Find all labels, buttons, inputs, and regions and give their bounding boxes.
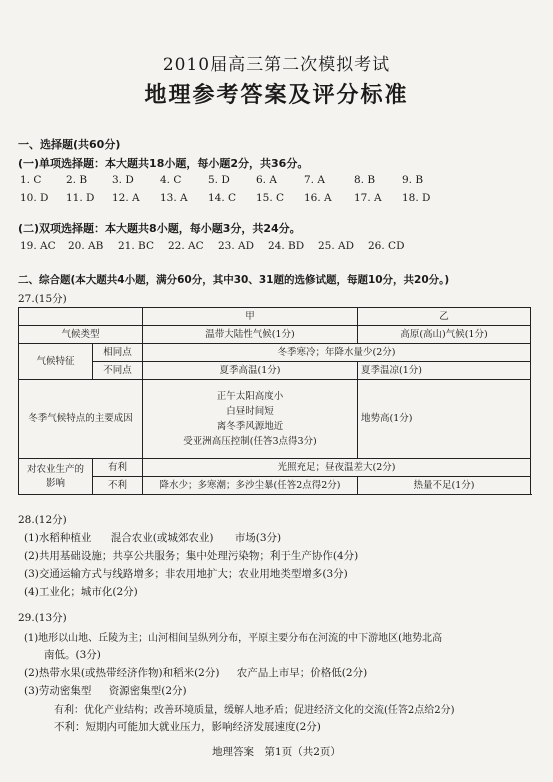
q29-answer-2b: 农产品上市早；价格低(2分) (236, 667, 368, 679)
part2-heading: (二)双项选择题：本大题共8小题，每小题3分，共24分。 (18, 222, 301, 235)
table-row (19, 380, 531, 459)
winter-cause-jia (143, 380, 358, 459)
answer-22: 22. AC (168, 240, 204, 252)
q29-line5: 不利：短期内可能加大就业压力，影响经济发展速度(2分) (54, 721, 321, 733)
q27-label: 27.(15分) (18, 293, 67, 305)
diff-point-jia: 夏季高温(1分) (143, 362, 358, 380)
diff-point-yi: 夏季温凉(1分) (358, 362, 531, 380)
q28-label: 28.(12分) (18, 514, 67, 526)
answer-19: 19. AC (20, 240, 56, 252)
cause-line: 受亚洲高压控制(任答3点得3分) (183, 436, 317, 447)
part1-heading: (一)单项选择题：本大题共18小题，每小题2分，共36分。 (18, 157, 309, 170)
answer-11: 11. D (66, 192, 95, 204)
table-row (19, 326, 531, 344)
exam-title: 2010届高三第二次模拟考试 (162, 55, 391, 75)
header-yi: 乙 (358, 308, 531, 326)
answer-8: 8. B (354, 174, 376, 186)
climate-feature-label: 气候特征 (19, 344, 93, 380)
q28-line3: (3)交通运输方式与线路增多；非农用地扩大；农业用地类型增多(3分) (24, 568, 348, 580)
answer-26: 26. CD (368, 240, 405, 252)
answer-4: 4. C (160, 174, 182, 186)
answer-25: 25. AD (318, 240, 355, 252)
winter-cause-yi: 地势高(1分) (358, 380, 531, 459)
favorable-text: 光照充足；昼夜温差大(2分) (143, 459, 531, 477)
page-footer: 地理答案 第1页（共2页） (212, 746, 341, 758)
q29-answer-3a: (3)劳动密集型 (24, 685, 92, 697)
table-row (19, 362, 531, 380)
q29-line1b: 南低。(3分) (44, 649, 101, 661)
q28-answer-1a: (1)水稻种植业 (24, 532, 92, 544)
q29-label: 29.(13分) (18, 612, 67, 624)
answer-6: 6. A (256, 174, 277, 186)
table-row (19, 344, 531, 362)
cause-line: 正午太阳高度小 (216, 391, 284, 402)
answer-20: 20. AB (68, 240, 104, 252)
answer-23: 23. AD (218, 240, 255, 252)
q28-line4: (4)工业化；城市化(2分) (24, 586, 138, 598)
q28-line1 (24, 530, 281, 545)
answer-key-title: 地理参考答案及评分标准 (144, 83, 409, 108)
section2-heading: 二、综合题(本大题共4小题，满分60分，其中30、31题的选修试题，每题10分，共20分。) (18, 274, 450, 286)
answer-24: 24. BD (268, 240, 305, 252)
agri-impact-label: 对农业生产的 影响 (19, 459, 93, 495)
same-point-text: 冬季寒冷；年降水量少(2分) (143, 344, 531, 362)
answer-21: 21. BC (118, 240, 154, 252)
climate-type-yi: 高原(高山)气候(1分) (358, 326, 531, 344)
winter-cause-label: 冬季气候特点的主要成因 (19, 380, 143, 459)
cause-line: 白昼时间短 (226, 406, 274, 417)
unfavorable-yi: 热量不足(1分) (358, 477, 531, 495)
q29-answer-3b: 资源密集型(2分) (108, 685, 187, 697)
answer-9: 9. B (402, 174, 424, 186)
answer-3: 3. D (112, 174, 134, 186)
q29-line3 (24, 683, 187, 698)
answer-15: 15. C (256, 192, 285, 204)
q29-answer-2a: (2)热带水果(或热带经济作物)和稻米(2分) (24, 667, 220, 679)
answer-17: 17. A (354, 192, 382, 204)
same-point-label: 相同点 (93, 344, 143, 362)
header-jia: 甲 (143, 308, 358, 326)
climate-type-label: 气候类型 (19, 326, 143, 344)
table-row (19, 459, 531, 477)
q29-line2 (24, 665, 367, 680)
answer-16: 16. A (304, 192, 332, 204)
climate-type-jia: 温带大陆性气候(1分) (143, 326, 358, 344)
section1-heading: 一、选择题(共60分) (18, 138, 121, 151)
q28-answer-1c: 市场(3分) (234, 532, 282, 544)
q29-line4: 有利：优化产业结构；改善环境质量，缓解人地矛盾；促进经济文化的交流(任答2点给2分) (54, 705, 455, 716)
answer-2: 2. B (66, 174, 88, 186)
answer-7: 7. A (304, 174, 325, 186)
q28-answer-1b: 混合农业(或城郊农业) (110, 532, 214, 544)
answer-1: 1. C (20, 174, 42, 186)
table-row (19, 477, 531, 495)
q29-line1: (1)地形以山地、丘陵为主；山河相间呈纵列分布，平原主要分布在河流的中下游地区(地势北高 (24, 633, 443, 644)
answer-14: 14. C (208, 192, 237, 204)
table-row (19, 308, 531, 326)
answer-12: 12. A (112, 192, 140, 204)
cause-line: 离冬季风源地近 (216, 421, 284, 432)
q27-table (18, 307, 531, 495)
answer-13: 13. A (160, 192, 188, 204)
unfavorable-jia: 降水少；多寒潮；多沙尘暴(任答2点得2分) (143, 477, 358, 495)
answer-10: 10. D (20, 192, 49, 204)
unfavorable-label: 不利 (93, 477, 143, 495)
diff-point-label: 不同点 (93, 362, 143, 380)
answer-18: 18. D (402, 192, 431, 204)
answer-5: 5. D (208, 174, 230, 186)
favorable-label: 有利 (93, 459, 143, 477)
q28-line2: (2)共用基础设施；共享公共服务；集中处理污染物；利于生产协作(4分) (24, 550, 359, 562)
